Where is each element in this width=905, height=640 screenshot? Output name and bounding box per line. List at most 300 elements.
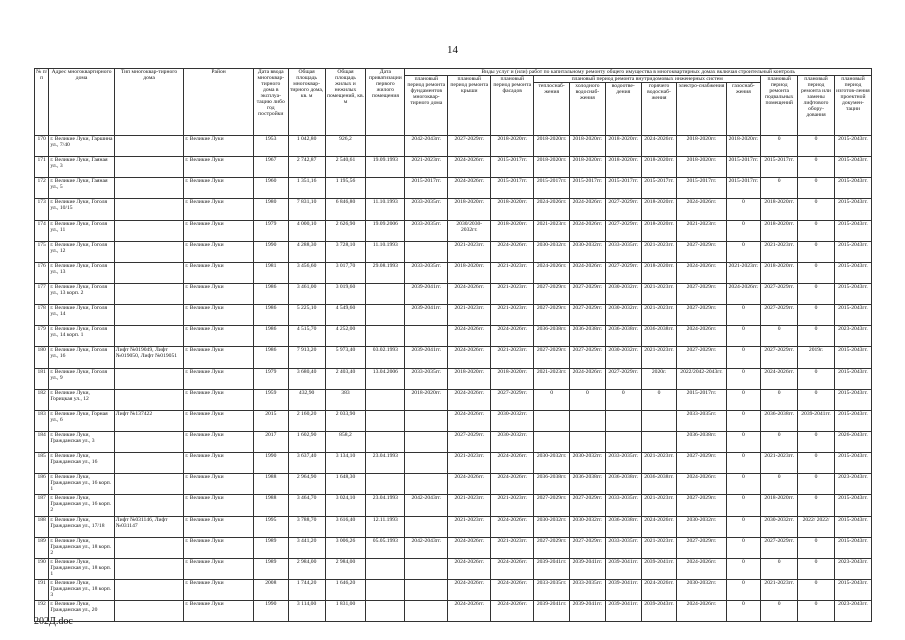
row-lift-period: 0 [798, 389, 835, 410]
row-facade-period: 2021-2023гг. [491, 495, 534, 516]
row-house-type [114, 157, 184, 178]
table-row [35, 347, 872, 368]
row-commission-year: 1990 [253, 453, 288, 474]
table-row [35, 516, 872, 537]
row-house-type [114, 601, 184, 622]
row-roof-period: 2021-2023гг. [448, 453, 491, 474]
row-address: г. Великие Луки, Гражданская ул., 18 корп. 3 [49, 579, 114, 600]
row-number: 174 [35, 220, 49, 241]
row-district: г. Великие Луки [184, 474, 254, 495]
row-roof-period: 2027-2029гг. [448, 431, 491, 452]
row-commission-year: 1979 [253, 220, 288, 241]
header-privatization: Дата приватизации первого жилого помещения [366, 69, 405, 136]
row-foundation-period [405, 579, 448, 600]
row-roof-period: 2027-2029гг. [448, 136, 491, 157]
row-roof-period: 2030/2030-2032гг. [448, 220, 491, 241]
row-heating-period: 2024-2026гг. [534, 199, 570, 220]
row-total-area: 4 515,70 [288, 326, 325, 347]
row-commission-year: 1995 [253, 516, 288, 537]
row-docs-period: 2015-2043гг. [834, 199, 871, 220]
row-facade-period: 2021-2023гг. [491, 305, 534, 326]
table-row [35, 579, 872, 600]
row-heating-period: 2021-2023гг. [534, 220, 570, 241]
row-gas-period: 0 [726, 579, 761, 600]
row-gas-period: 0 [726, 474, 761, 495]
row-heating-period: 2030-2032гг. [534, 241, 570, 262]
row-lift-period: 2039-2041гг. [798, 410, 835, 431]
row-privatization-date [366, 410, 405, 431]
row-house-type [114, 326, 184, 347]
table-row [35, 495, 872, 516]
row-address: г. Великие Луки, Гоголя ул., 14 корп. 1 [49, 326, 114, 347]
row-address: г. Великие Луки, Гражданская ул., 3 [49, 431, 114, 452]
row-docs-period: 2015-2043гг. [834, 262, 871, 283]
row-residential-area: 4 252,00 [325, 326, 366, 347]
header-facade: плановый период ремонта фасадов [491, 76, 534, 136]
row-commission-year: 2008 [253, 579, 288, 600]
row-privatization-date [366, 579, 405, 600]
row-district: г. Великие Луки [184, 136, 254, 157]
row-house-type [114, 474, 184, 495]
row-total-area: 1 351,16 [288, 178, 325, 199]
row-lift-period: 2022/ 2022/ [798, 516, 835, 537]
row-basement-period: 2027-2029гг. [761, 537, 798, 558]
header-district: Район [184, 69, 254, 136]
row-house-type [114, 368, 184, 389]
table-row [35, 136, 872, 157]
row-electricity-period: 2018-2020гг. [677, 157, 726, 178]
row-facade-period: 2018-2020гг. [491, 199, 534, 220]
row-hot-water-period [641, 410, 677, 431]
row-roof-period: 2024-2026гг. [448, 389, 491, 410]
row-docs-period: 2015-2043гг. [834, 368, 871, 389]
row-total-area: 3 461,00 [288, 283, 325, 304]
row-docs-period: 2015-2043гг. [834, 579, 871, 600]
row-total-area: 1 744,20 [288, 579, 325, 600]
row-cold-water-period: 0 [570, 389, 606, 410]
row-residential-area: 3 017,70 [325, 262, 366, 283]
row-foundation-period [405, 453, 448, 474]
row-facade-period: 2024-2026гг. [491, 601, 534, 622]
row-foundation-period [405, 601, 448, 622]
row-electricity-period: 2027-2029гг. [677, 305, 726, 326]
row-docs-period: 2015-2043гг. [834, 241, 871, 262]
row-commission-year: 1986 [253, 283, 288, 304]
row-lift-period: 0 [798, 326, 835, 347]
row-cold-water-period: 2027-2029гг. [570, 495, 606, 516]
row-facade-period: 2024-2026гг. [491, 241, 534, 262]
row-number: 191 [35, 579, 49, 600]
header-cold-water: холодного водоснаб-жения [570, 83, 606, 136]
row-number: 176 [35, 262, 49, 283]
row-privatization-date: 11.10.1993 [366, 241, 405, 262]
row-commission-year: 1989 [253, 537, 288, 558]
row-gas-period: 0 [726, 199, 761, 220]
row-number: 178 [35, 305, 49, 326]
row-cold-water-period: 2027-2029гг. [570, 347, 606, 368]
row-cold-water-period: 2039-2041гг. [570, 601, 606, 622]
row-lift-period: 0 [798, 136, 835, 157]
row-cold-water-period: 2024-2026гг. [570, 262, 606, 283]
row-cold-water-period: 2027-2029гг. [570, 305, 606, 326]
row-roof-period: 2024-2026гг. [448, 558, 491, 579]
row-commission-year: 1989 [253, 558, 288, 579]
row-basement-period: 2018-2020гг. [761, 495, 798, 516]
row-heating-period: 2033-2035гг. [534, 579, 570, 600]
row-privatization-date: 23.04.1993 [366, 453, 405, 474]
row-hot-water-period: 2020г. [641, 368, 677, 389]
row-foundation-period [405, 410, 448, 431]
row-total-area: 1 602,90 [288, 431, 325, 452]
row-address: г. Великие Луки, Гражданская ул., 18 корп. 2 [49, 537, 114, 558]
row-roof-period: 2018-2020гг. [448, 199, 491, 220]
row-cold-water-period: 2036-2038гг. [570, 474, 606, 495]
row-electricity-period: 2024-2026гг. [677, 474, 726, 495]
row-gas-period: 0 [726, 326, 761, 347]
row-roof-period: 2018-2020гг. [448, 262, 491, 283]
row-hot-water-period: 2018-2020гг. [641, 262, 677, 283]
row-foundation-period: 2042-2043гг. [405, 495, 448, 516]
row-lift-period: 0 [798, 157, 835, 178]
row-facade-period: 2024-2026гг. [491, 579, 534, 600]
row-privatization-date: 03.02.1993 [366, 347, 405, 368]
table-row [35, 410, 872, 431]
row-facade-period: 2030-2032гг. [491, 431, 534, 452]
row-privatization-date: 19.09.1993 [366, 157, 405, 178]
row-facade-period: 2018-2020гг. [491, 368, 534, 389]
row-basement-period: 2027-2029гг. [761, 347, 798, 368]
row-address: г. Великие Луки, Гаршина ул., 7/40 [49, 136, 114, 157]
row-residential-area: 2 403,40 [325, 368, 366, 389]
row-heating-period: 2030-2032гг. [534, 453, 570, 474]
row-total-area: 432,90 [288, 389, 325, 410]
row-district: г. Великие Луки [184, 558, 254, 579]
row-gas-period: 0 [726, 220, 761, 241]
row-sewerage-period: 2027-2029гг. [605, 368, 641, 389]
row-facade-period: 2015-2017гг. [491, 178, 534, 199]
row-gas-period: 0 [726, 305, 761, 326]
row-number: 190 [35, 558, 49, 579]
row-electricity-period: 2015-2017гг. [677, 178, 726, 199]
row-foundation-period: 2042-2043гг. [405, 537, 448, 558]
table-row [35, 157, 872, 178]
row-docs-period: 2015-2043гг. [834, 410, 871, 431]
row-privatization-date: 13.04.2006 [366, 368, 405, 389]
row-roof-period: 2018-2020гг. [448, 368, 491, 389]
row-total-area: 2 984,00 [288, 558, 325, 579]
row-facade-period: 2024-2026гг. [491, 326, 534, 347]
row-heating-period: 2015-2017гг. [534, 178, 570, 199]
row-basement-period: 2027-2029гг. [761, 283, 798, 304]
row-electricity-period: 2027-2029гг. [677, 537, 726, 558]
row-electricity-period: 2024-2026гг. [677, 326, 726, 347]
row-heating-period: 2027-2029гг. [534, 495, 570, 516]
row-foundation-period: 2033-2035гг. [405, 220, 448, 241]
row-lift-period: 0 [798, 495, 835, 516]
row-lift-period: 0 [798, 579, 835, 600]
row-heating-period: 2027-2029гг. [534, 347, 570, 368]
row-house-type [114, 495, 184, 516]
row-house-type [114, 431, 184, 452]
row-basement-period: 2027-2029гг. [761, 305, 798, 326]
row-total-area: 2 964,90 [288, 474, 325, 495]
row-commission-year: 1988 [253, 474, 288, 495]
row-residential-area: 2 626,90 [325, 220, 366, 241]
row-docs-period: 2023-2043гг. [834, 474, 871, 495]
table-row [35, 389, 872, 410]
row-lift-period: 0 [798, 220, 835, 241]
row-foundation-period: 2015-2017гг. [405, 178, 448, 199]
table-row [35, 326, 872, 347]
header-lift: плановый период ремонта или замены лифтового обору-дования [798, 76, 835, 136]
table-row [35, 537, 872, 558]
row-residential-area: 2 540,61 [325, 157, 366, 178]
row-hot-water-period: 2036-2038гг. [641, 326, 677, 347]
row-basement-period: 2021-2023гг. [761, 579, 798, 600]
row-privatization-date [366, 474, 405, 495]
row-hot-water-period: 2036-2038гг. [641, 474, 677, 495]
row-number: 172 [35, 178, 49, 199]
row-cold-water-period: 2036-2038гг. [570, 326, 606, 347]
row-number: 182 [35, 389, 49, 410]
row-facade-period: 2021-2023гг. [491, 537, 534, 558]
row-house-type [114, 220, 184, 241]
row-heating-period: 2027-2029гг. [534, 305, 570, 326]
row-facade-period: 2021-2023гг. [491, 283, 534, 304]
row-district: г. Великие Луки [184, 262, 254, 283]
row-heating-period: 2030-2032гг. [534, 516, 570, 537]
table-row [35, 305, 872, 326]
row-roof-period: 2021-2023гг. [448, 495, 491, 516]
row-sewerage-period: 2018-2020гг. [605, 136, 641, 157]
row-sewerage-period: 2039-2041гг. [605, 601, 641, 622]
row-hot-water-period: 2024-2026гг. [641, 579, 677, 600]
row-residential-area: 3 134,10 [325, 453, 366, 474]
row-hot-water-period: 2021-2023гг. [641, 453, 677, 474]
row-electricity-period: 2027-2029гг. [677, 453, 726, 474]
row-number: 181 [35, 368, 49, 389]
row-electricity-period: 2024-2026гг. [677, 199, 726, 220]
row-docs-period: 2015-2043гг. [834, 453, 871, 474]
row-number: 186 [35, 474, 49, 495]
row-hot-water-period: 2021-2023гг. [641, 537, 677, 558]
row-district: г. Великие Луки [184, 453, 254, 474]
row-electricity-period: 2027-2029гг. [677, 241, 726, 262]
header-res-area: Общая площадь жилых и нежилых помещений, кв. м [325, 69, 366, 136]
row-commission-year: 2015 [253, 410, 288, 431]
row-cold-water-period: 2027-2029гг. [570, 283, 606, 304]
row-privatization-date: 29.08.1993 [366, 262, 405, 283]
row-electricity-period: 2024-2026гг. [677, 558, 726, 579]
row-commission-year: 1986 [253, 305, 288, 326]
row-privatization-date [366, 431, 405, 452]
row-sewerage-period: 2033-2035гг. [605, 495, 641, 516]
row-privatization-date [366, 558, 405, 579]
row-gas-period: 0 [726, 516, 761, 537]
row-total-area: 3 456,60 [288, 262, 325, 283]
row-total-area: 1 042,80 [288, 136, 325, 157]
row-address: г. Великие Луки, Гражданская ул., 17/18 [49, 516, 114, 537]
row-heating-period: 2036-2038гг. [534, 474, 570, 495]
row-number: 175 [35, 241, 49, 262]
row-number: 187 [35, 495, 49, 516]
row-hot-water-period: 2024-2026гг. [641, 516, 677, 537]
row-hot-water-period: 2039-2043гг. [641, 601, 677, 622]
row-roof-period: 2021-2023гг. [448, 516, 491, 537]
row-basement-period: 2018-2020гг. [761, 220, 798, 241]
header-commission: Дата ввода многоквар-тирного дома в эксплуа-тацию либо год постройки [253, 69, 288, 136]
row-privatization-date [366, 178, 405, 199]
row-foundation-period [405, 326, 448, 347]
row-roof-period: 2024-2026гг. [448, 283, 491, 304]
row-basement-period: 2018-2020гг. [761, 262, 798, 283]
row-cold-water-period: 2018-2020гг. [570, 157, 606, 178]
row-sewerage-period: 2039-2041гг. [605, 579, 641, 600]
row-house-type [114, 305, 184, 326]
row-basement-period: 2015-2017гг. [761, 157, 798, 178]
table-row [35, 241, 872, 262]
row-cold-water-period: 2030-2032гг. [570, 516, 606, 537]
row-privatization-date [366, 283, 405, 304]
row-gas-period: 2021-2023гг. [726, 262, 761, 283]
row-heating-period: 2036-2038гг. [534, 326, 570, 347]
header-docs: плановый период изготов-ления проектной докумен-тации [834, 76, 871, 136]
table-header [35, 69, 872, 136]
row-district: г. Великие Луки [184, 305, 254, 326]
header-heating: теплоснаб-жения [534, 83, 570, 136]
row-residential-area: 6 846,80 [325, 199, 366, 220]
row-lift-period: 0 [798, 305, 835, 326]
row-roof-period: 2024-2026гг. [448, 474, 491, 495]
row-district: г. Великие Луки [184, 579, 254, 600]
row-roof-period: 2024-2026гг. [448, 347, 491, 368]
row-commission-year: 1986 [253, 347, 288, 368]
row-sewerage-period: 2036-2038гг. [605, 326, 641, 347]
row-heating-period: 0 [534, 389, 570, 410]
row-sewerage-period: 2036-2038гг. [605, 474, 641, 495]
row-docs-period: 2015-2043гг. [834, 495, 871, 516]
row-total-area: 7 831,10 [288, 199, 325, 220]
row-sewerage-period: 2018-2020гг. [605, 157, 641, 178]
row-privatization-date [366, 305, 405, 326]
row-gas-period: 2015-2017гг. [726, 178, 761, 199]
row-docs-period: 2015-2043гг. [834, 157, 871, 178]
row-basement-period: 2018-2020гг. [761, 199, 798, 220]
header-sewerage: водоотве-дения [605, 83, 641, 136]
row-facade-period: 2024-2026гг. [491, 453, 534, 474]
row-basement-period: 0 [761, 326, 798, 347]
row-basement-period: 0 [761, 389, 798, 410]
row-basement-period: 2030-2032гг. [761, 516, 798, 537]
row-house-type: Лифт №137422 [114, 410, 184, 431]
row-house-type [114, 283, 184, 304]
row-hot-water-period: 2021-2023гг. [641, 283, 677, 304]
row-heating-period: 2027-2029гг. [534, 537, 570, 558]
row-house-type [114, 136, 184, 157]
row-privatization-date [366, 601, 405, 622]
row-lift-period: 0 [798, 178, 835, 199]
header-roof: плановый период ремонта крыши [448, 76, 491, 136]
row-facade-period: 2018-2020гг. [491, 136, 534, 157]
header-type: Тип многоквар-тирного дома [114, 69, 184, 136]
row-gas-period: 0 [726, 495, 761, 516]
row-cold-water-period: 2030-2032гг. [570, 241, 606, 262]
row-number: 184 [35, 431, 49, 452]
table-body [35, 136, 872, 622]
row-heating-period: 2021-2023гг. [534, 368, 570, 389]
row-address: г. Великие Луки, Гоголя ул., 16 [49, 347, 114, 368]
row-basement-period: 0 [761, 474, 798, 495]
row-house-type [114, 558, 184, 579]
row-cold-water-period: 2024-2026гг. [570, 220, 606, 241]
row-sewerage-period [605, 410, 641, 431]
row-electricity-period: 2018-2020гг. [677, 136, 726, 157]
row-facade-period: 2024-2026гг. [491, 516, 534, 537]
row-total-area: 4 288,30 [288, 241, 325, 262]
row-hot-water-period: 2018-2020гг. [641, 220, 677, 241]
row-address: г. Великие Луки, Гражданская ул., 20 [49, 601, 114, 622]
row-address: г. Великие Луки, Гоголя ул., 9 [49, 368, 114, 389]
row-house-type [114, 453, 184, 474]
row-district: г. Великие Луки [184, 326, 254, 347]
row-number: 179 [35, 326, 49, 347]
row-residential-area: 2 984,00 [325, 558, 366, 579]
row-residential-area: 3 024,10 [325, 495, 366, 516]
row-hot-water-period: 2018-2020гг. [641, 199, 677, 220]
row-residential-area: 2 033,90 [325, 410, 366, 431]
header-num: № п/п [35, 69, 49, 136]
row-commission-year: 1981 [253, 262, 288, 283]
row-foundation-period [405, 474, 448, 495]
row-basement-period: 2036-2038гг. [761, 410, 798, 431]
row-facade-period: 2021-2023гг. [491, 262, 534, 283]
header-basement: плановый период ремонта подвальных помещений [761, 76, 798, 136]
header-gas: газоснаб-жения [726, 83, 761, 136]
row-commission-year: 1990 [253, 601, 288, 622]
row-residential-area: 858,2 [325, 431, 366, 452]
row-basement-period: 0 [761, 431, 798, 452]
row-commission-year: 1953 [253, 136, 288, 157]
row-roof-period: 2024-2026гг. [448, 537, 491, 558]
row-heating-period: 2024-2026гг. [534, 262, 570, 283]
table-row [35, 283, 872, 304]
row-number: 189 [35, 537, 49, 558]
row-total-area: 7 913,20 [288, 347, 325, 368]
table-row [35, 220, 872, 241]
row-gas-period: 0 [726, 410, 761, 431]
row-docs-period: 2015-2043гг. [834, 516, 871, 537]
row-foundation-period [405, 516, 448, 537]
row-house-type [114, 178, 184, 199]
row-address: г. Великие Луки, Гаяная ул., 3 [49, 157, 114, 178]
row-district: г. Великие Луки [184, 199, 254, 220]
row-number: 180 [35, 347, 49, 368]
row-electricity-period: 2024-2026гг. [677, 601, 726, 622]
row-foundation-period: 2033-2035гг. [405, 262, 448, 283]
row-address: г. Великие Луки, Гражданская ул., 18 корп. 1 [49, 558, 114, 579]
table-row [35, 199, 872, 220]
row-docs-period: 2026-2043гг. [834, 431, 871, 452]
row-facade-period: 2018-2020гг. [491, 220, 534, 241]
table-row [35, 453, 872, 474]
row-number: 170 [35, 136, 49, 157]
row-roof-period: 2021-2023гг. [448, 241, 491, 262]
row-electricity-period: 2022/2042-2043гг. [677, 368, 726, 389]
row-district: г. Великие Луки [184, 601, 254, 622]
row-gas-period: 0 [726, 601, 761, 622]
row-facade-period: 2030-2032гг. [491, 410, 534, 431]
row-number: 192 [35, 601, 49, 622]
